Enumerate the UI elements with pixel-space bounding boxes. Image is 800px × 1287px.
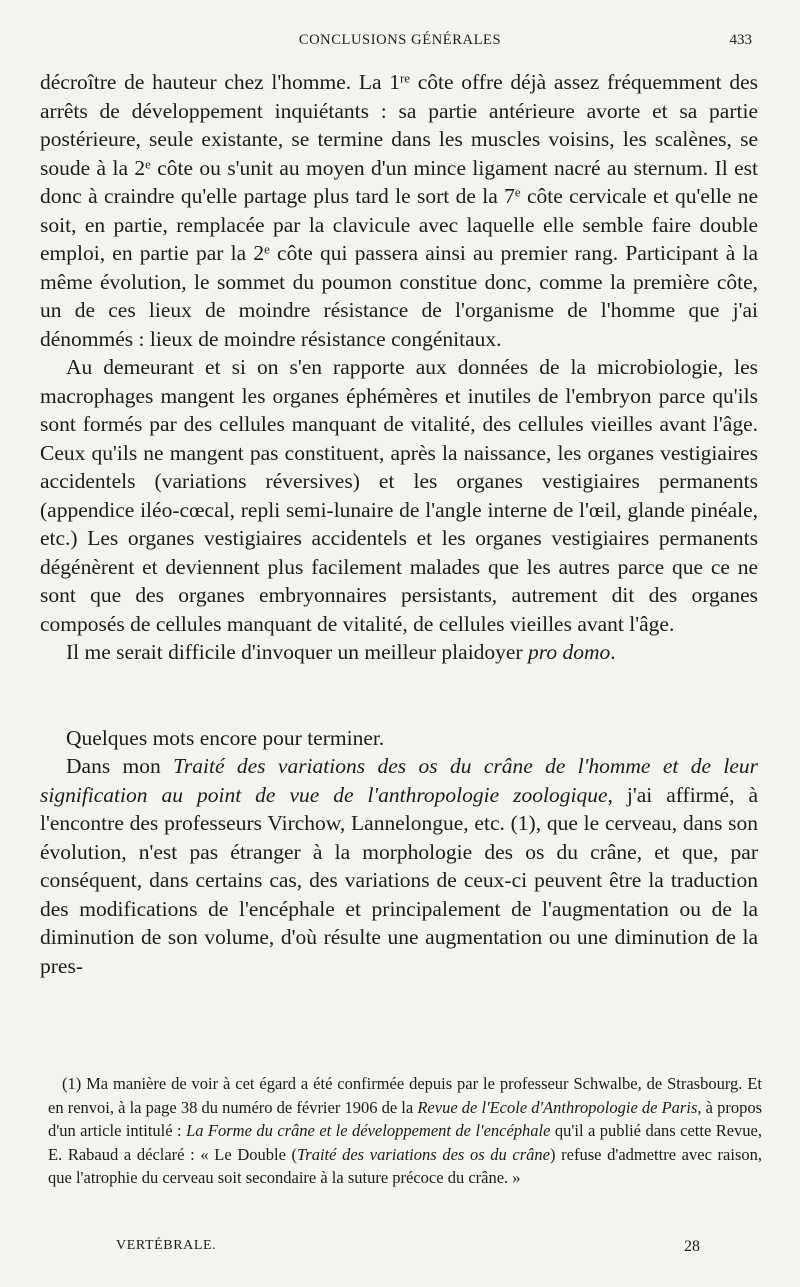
paragraph-4: Quelques mots encore pour terminer. [66, 725, 385, 750]
running-title: CONCLUSIONS GÉNÉRALES [298, 32, 502, 48]
printer-signature [116, 1238, 700, 1262]
signature-number: 28 [684, 1238, 700, 1255]
signature-mark: VERTÉBRALE. [116, 1238, 217, 1253]
paragraph-2: Au demeurant et si on s'en rapporte aux données de la microbiologie, les macrophages mangent les organes éphémères et inutiles de l'embryon parce qu'ils sont formés par des cellules manquant de vitalité, des cellules vieilles avant l'âge. Ceux qu'ils ne mangent pas constituent, après la naissance, les organes vestigiaires accidentels (variations réversives) et les organes vestigiaires permanents (appendice iléo-cœcal, repli semi-lunaire de l'angle interne de l'œil, glande pinéale, etc.) Les organes vestigiaires accidentels et les organes vestigiaires permanents dégénèrent et deviennent plus facilement malades que les autres parce que ce ne sont que des organes embryonnaires persistants, autrement dit des organes composés de cellules manquant de vitalité, de cellules vieilles avant l'âge. [40, 355, 758, 636]
section-gap [40, 667, 758, 724]
page-header [40, 32, 760, 56]
main-text [40, 68, 758, 980]
page-number: 433 [729, 32, 752, 48]
paragraph-5: Dans mon Traité des variations des os du crâne de l'homme et de leur signification au point de vue de l'anthropologie zoologique, j'ai affirmé, à l'encontre des professeurs Virchow, Lannelongue, etc. (1), que le cerveau, dans son évolution, n'est pas étranger à la morphologie des os du crâne, et que, par conséquent, dans certains cas, des variations de ceux-ci peuvent être la traduction des modifications de l'encéphale et principalement de l'augmentation ou de la diminution de son volume, d'où résulte une augmentation ou une diminution de la pres- [40, 754, 759, 978]
paragraph-1: décroître de hauteur chez l'homme. La 1re côte offre déjà assez fréquemment des arrêts de développement inquiétants : sa partie antérieure avorte et sa partie postérieure, seule existante, se termine dans les muscles voisins, les scalènes, se soude à la 2e côte ou s'unit au moyen d'un mince ligament nacré au sternum. Il est donc à craindre qu'elle partage plus tard le sort de la 7e côte cervicale et qu'elle ne soit, en partie, remplacée par la clavicule avec laquelle elle semble faire double emploi, en partie par la 2e côte qui passera ainsi au premier rang. Participant à la même évolution, le sommet du poumon constitue donc, comme la première côte, un de ces lieux de moindre résistance de l'organisme de l'homme que j'ai dénommés : lieux de moindre résistance congénitaux. [40, 70, 759, 351]
footnote-block [48, 1072, 762, 1190]
paragraph-3: Il me serait difficile d'invoquer un meilleur plaidoyer pro domo. [66, 640, 616, 664]
footnote-1: (1) Ma manière de voir à cet égard a été confirmée depuis par le professeur Schwalbe, de Strasbourg. Et en renvoi, à la page 38 du numéro de février 1906 de la Revue de l'Ecole d'Anthropologie de Paris, à propos d'un article intitulé : La Forme du crâne et le développement de l'encéphale qu'il a publié dans cette Revue, E. Rabaud a déclaré : « Le Double (Traité des variations des os du crâne) refuse d'admettre avec raison, que l'atrophie du cerveau soit secondaire à la suture précoce du crâne. » [48, 1074, 762, 1187]
